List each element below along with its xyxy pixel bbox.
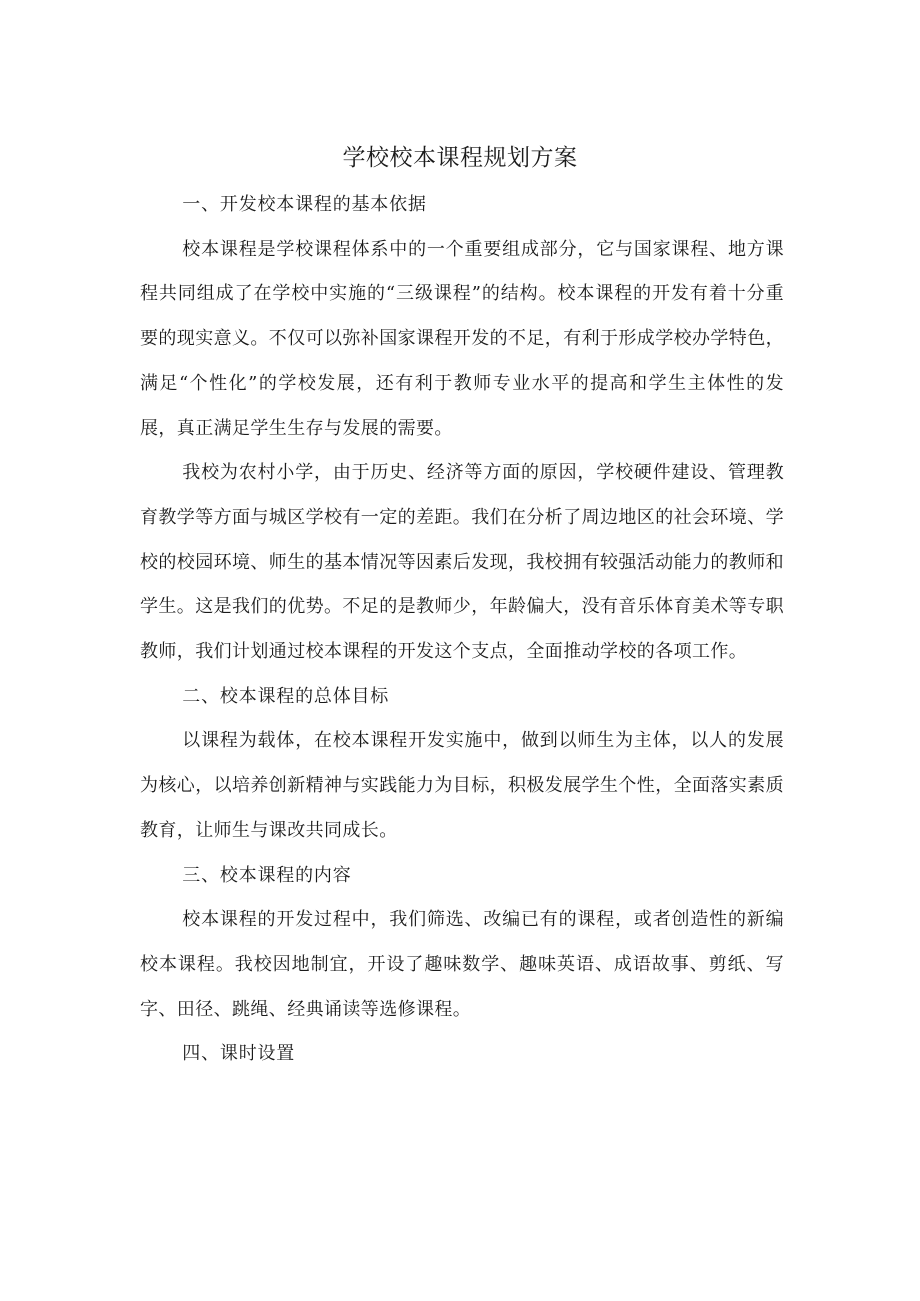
section-2-paragraph-1: 以课程为载体，在校本课程开发实施中，做到以师生为主体，以人的发展为核心，以培养创新精神与实践能力为目标，积极发展学生个性，全面落实素质教育，让师生与课改共同成长。 [140,730,784,841]
document-body [140,183,784,1077]
section-3-heading: 三、校本课程的内容 [182,864,352,886]
section-4-heading: 四、课时设置 [182,1043,296,1065]
section-1-paragraph-2: 我校为农村小学，由于历史、经济等方面的原因，学校硬件建设、管理教育教学等方面与城区学校有一定的差距。我们在分析了周边地区的社会环境、学校的校园环境、师生的基本情况等因素后发现，我校拥有较强活动能力的教师和学生。这是我们的优势。不足的是教师少，年龄偏大，没有音乐体育美术等专职教师，我们计划通过校本课程的开发这个支点，全面推动学校的各项工作。 [140,462,784,663]
section-2-heading: 二、校本课程的总体目标 [182,685,390,707]
section-3-paragraph-1: 校本课程的开发过程中，我们筛选、改编已有的课程，或者创造性的新编校本课程。我校因地制宜，开设了趣味数学、趣味英语、成语故事、剪纸、写字、田径、跳绳、经典诵读等选修课程。 [140,909,784,1020]
document-title: 学校校本课程规划方案 [342,145,578,171]
section-1-heading: 一、开发校本课程的基本依据 [182,194,427,215]
section-1-paragraph-1: 校本课程是学校课程体系中的一个重要组成部分，它与国家课程、地方课程共同组成了在学校中实施的“三级课程”的结构。校本课程的开发有着十分重要的现实意义。不仅可以弥补国家课程开发的不足，有利于形成学校办学特色，满足“个性化”的学校发展，还有利于教师专业水平的提高和学生主体性的发展，真正满足学生生存与发展的需要。 [140,238,784,439]
